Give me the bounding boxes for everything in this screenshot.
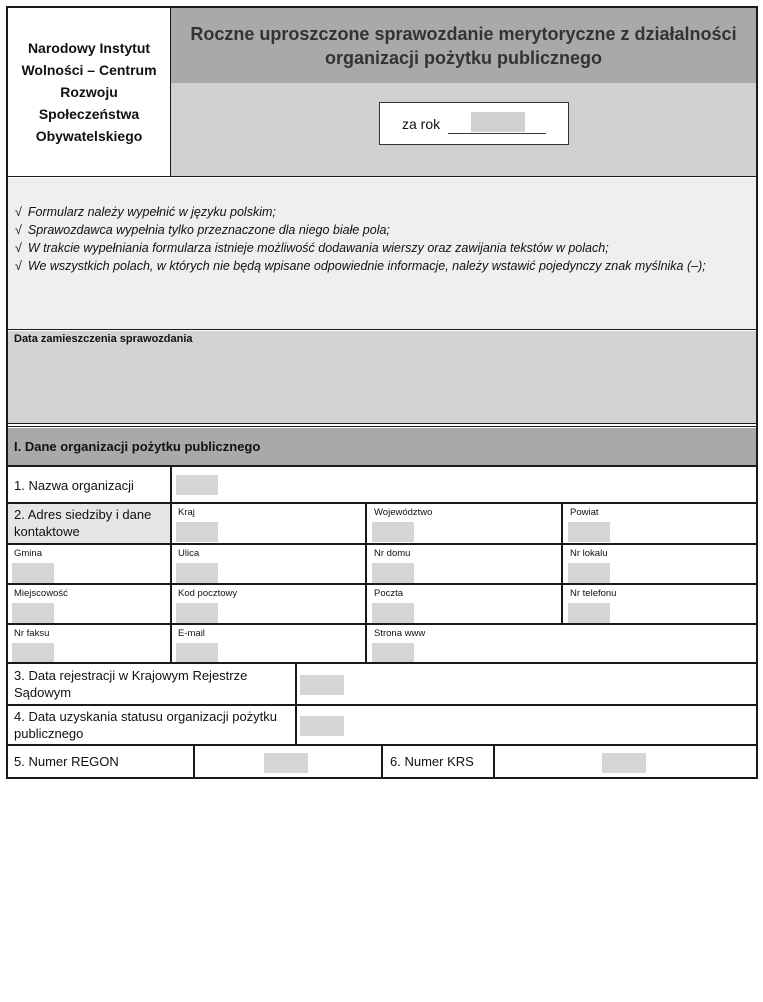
- divider: [8, 704, 756, 706]
- instruction-item: [15, 239, 756, 257]
- phone-label: Nr telefonu: [570, 588, 617, 599]
- instruction-text: Sprawozdawca wypełnia tylko przeznaczone dla niego białe pola;: [27, 223, 390, 237]
- org-name-input[interactable]: [176, 475, 218, 495]
- check-icon: √: [15, 205, 22, 219]
- house-no-input[interactable]: [372, 563, 414, 583]
- county-input[interactable]: [568, 522, 610, 542]
- krs-registration-label-line: Sądowym: [14, 685, 72, 700]
- instruction-item: [15, 203, 756, 221]
- phone-input[interactable]: [568, 603, 610, 623]
- instruction-text: W trakcie wypełniania formularza istnieje możliwość dodawania wierszy oraz zawijania tekstów w polach;: [27, 241, 609, 255]
- divider: [8, 423, 756, 424]
- title-line-1: Roczne uproszczone sprawozdanie merytoryczne z działalności: [190, 23, 737, 44]
- municipality-label: Gmina: [14, 548, 42, 559]
- krs-registration-label: [14, 667, 247, 701]
- check-icon: √: [15, 223, 22, 237]
- address-label-line: kontaktowe: [14, 524, 80, 539]
- divider: [381, 746, 383, 779]
- locality-label: Miejscowość: [14, 588, 68, 599]
- instruction-text: Formularz należy wypełnić w języku polskim;: [27, 205, 276, 219]
- country-label: Kraj: [178, 507, 195, 518]
- form-title: [171, 8, 756, 83]
- institute-line: Rozwoju: [60, 84, 118, 100]
- country-input[interactable]: [176, 522, 218, 542]
- apartment-no-input[interactable]: [568, 563, 610, 583]
- institute-line: Społeczeństwa: [38, 106, 140, 122]
- publication-date-section: [8, 331, 756, 423]
- divider: [170, 467, 172, 663]
- status-date-label-line: 4. Data uzyskania statusu organizacji pożytku: [14, 709, 278, 724]
- divider: [561, 504, 563, 623]
- institute-line: Narodowy Instytut: [27, 40, 151, 56]
- divider: [8, 583, 756, 585]
- krs-number-label: 6. Numer KRS: [390, 754, 474, 769]
- email-label: E-mail: [178, 628, 205, 639]
- check-icon: √: [15, 259, 22, 273]
- status-date-label-line: publicznego: [14, 726, 84, 741]
- org-name-label: 1. Nazwa organizacji: [14, 478, 134, 493]
- institute-line: Wolności – Centrum: [21, 62, 157, 78]
- divider: [8, 543, 756, 545]
- krs-registration-input[interactable]: [300, 675, 344, 695]
- institute-name: [8, 8, 170, 176]
- divider: [493, 746, 495, 779]
- regon-label: 5. Numer REGON: [14, 754, 119, 769]
- year-box: [379, 102, 569, 145]
- email-input[interactable]: [176, 643, 218, 663]
- street-label: Ulica: [178, 548, 200, 559]
- post-office-label: Poczta: [374, 588, 404, 599]
- divider: [8, 662, 756, 664]
- institute-line: Obywatelskiego: [35, 128, 143, 144]
- instructions: [8, 178, 756, 329]
- fax-label: Nr faksu: [14, 628, 50, 639]
- postal-code-input[interactable]: [176, 603, 218, 623]
- check-icon: √: [15, 241, 22, 255]
- year-input[interactable]: [471, 112, 525, 132]
- province-input[interactable]: [372, 522, 414, 542]
- divider: [8, 329, 756, 330]
- title-line-2: organizacji pożytku publicznego: [324, 47, 603, 68]
- address-label: [14, 506, 151, 540]
- regon-input[interactable]: [264, 753, 308, 773]
- locality-input[interactable]: [12, 603, 54, 623]
- divider: [193, 746, 195, 779]
- apartment-no-label: Nr lokalu: [570, 548, 608, 559]
- postal-code-label: Kod pocztowy: [178, 588, 238, 599]
- status-date-input[interactable]: [300, 716, 344, 736]
- divider: [8, 176, 756, 177]
- post-office-input[interactable]: [372, 603, 414, 623]
- municipality-input[interactable]: [12, 563, 54, 583]
- fax-input[interactable]: [12, 643, 54, 663]
- divider: [8, 426, 756, 427]
- website-input[interactable]: [372, 643, 414, 663]
- section-heading: [8, 428, 756, 466]
- house-no-label: Nr domu: [374, 548, 411, 559]
- county-label: Powiat: [570, 507, 599, 518]
- status-date-label: [14, 708, 277, 742]
- krs-registration-label-line: 3. Data rejestracji w Krajowym Rejestrze: [14, 668, 248, 683]
- krs-number-input[interactable]: [602, 753, 646, 773]
- instruction-text: We wszystkich polach, w których nie będą wpisane odpowiednie informacje, należy wstawić pojedynczy znak myślnika (–);: [27, 259, 706, 273]
- divider: [8, 465, 756, 467]
- province-label: Województwo: [374, 507, 433, 518]
- instruction-item: [15, 221, 756, 239]
- year-underline: [448, 133, 546, 134]
- address-label-line: 2. Adres siedziby i dane: [14, 507, 152, 522]
- year-label: za rok: [402, 116, 441, 132]
- section-heading-text: I. Dane organizacji pożytku publicznego: [14, 439, 261, 454]
- instruction-item: [15, 257, 756, 275]
- website-label: Strona www: [374, 628, 426, 639]
- publication-date-label: Data zamieszczenia sprawozdania: [14, 333, 193, 345]
- street-input[interactable]: [176, 563, 218, 583]
- divider: [8, 623, 756, 625]
